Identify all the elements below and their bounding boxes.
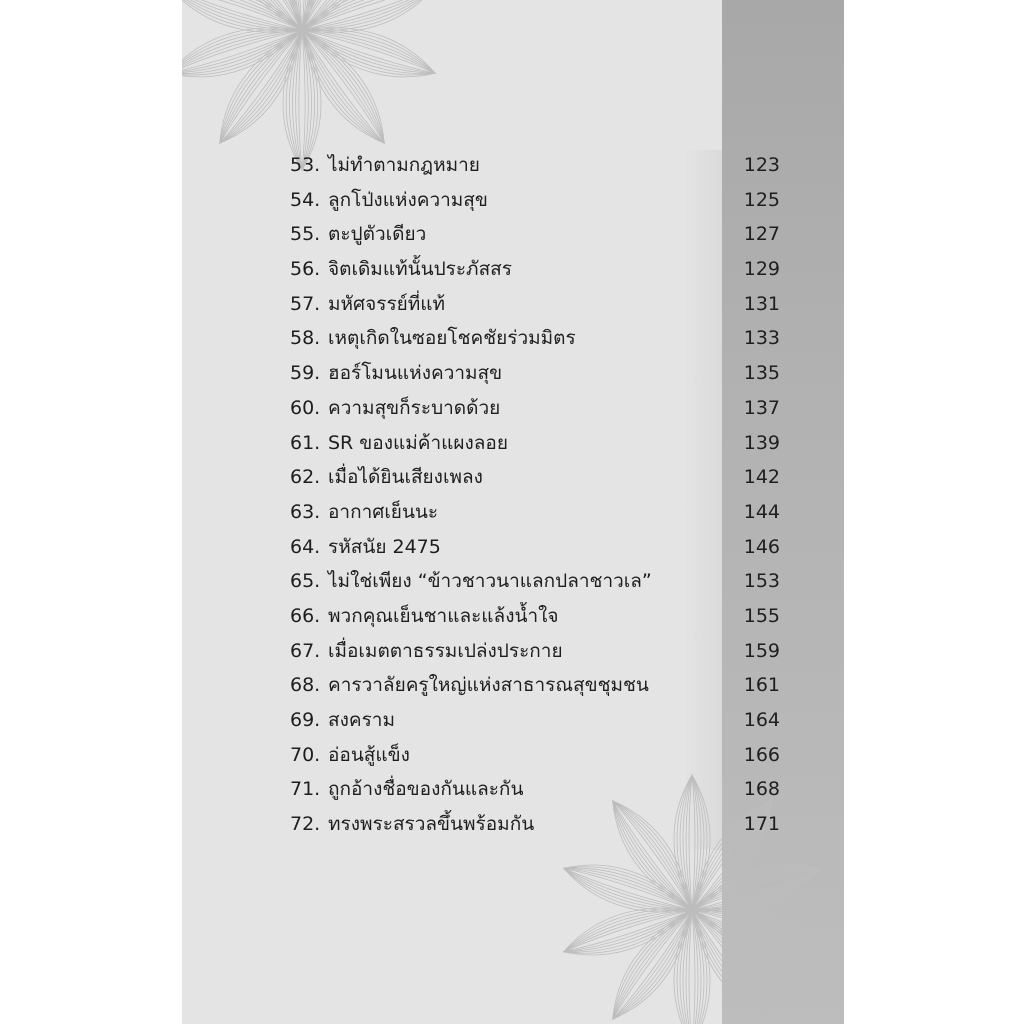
toc-entry-title: ลูกโป่งแห่งความสุข	[328, 188, 488, 211]
toc-entry-number: 69.	[290, 709, 321, 731]
toc-entry-number: 55.	[290, 223, 321, 246]
toc-entry-number: 66.	[290, 604, 321, 627]
toc-entry	[290, 532, 780, 567]
toc-entry	[290, 809, 780, 844]
toc-entry-page-number: 168	[743, 778, 780, 801]
toc-entry-number: 59.	[290, 362, 321, 385]
table-of-contents	[290, 150, 780, 844]
toc-entry-title: เมื่อได้ยินเสียงเพลง	[328, 466, 483, 489]
toc-entry-title: ฮอร์โมนแห่งความสุข	[328, 362, 503, 385]
toc-entry	[290, 670, 780, 705]
toc-entry-title: จิตเดิมแท้นั้นประภัสสร	[328, 258, 512, 281]
toc-entry-title: ไม่ใช่เพียง “ข้าวชาวนาแลกปลาชาวเล”	[328, 570, 652, 593]
toc-entry	[290, 774, 780, 809]
toc-entry-number: 67.	[290, 639, 321, 662]
toc-entry	[290, 358, 780, 393]
toc-entry-title: พวกคุณเย็นชาและแล้งน้ำใจ	[328, 604, 559, 627]
toc-entry-number: 71.	[290, 778, 321, 801]
toc-entry	[290, 428, 780, 463]
toc-entry-page-number: 123	[743, 154, 780, 176]
toc-entry-page-number: 166	[743, 743, 780, 766]
toc-entry-page-number: 142	[743, 466, 780, 489]
petal-line	[299, 30, 305, 170]
toc-entry-title: อากาศเย็นนะ	[328, 500, 439, 523]
toc-entry-title: เมื่อเมตตาธรรมเปล่งประกาย	[328, 639, 563, 662]
petal-line	[217, 28, 304, 145]
toc-entry-number: 57.	[290, 292, 321, 315]
toc-entry-number: 61.	[290, 431, 321, 454]
toc-entry	[290, 462, 780, 497]
toc-entry-page-number: 171	[743, 813, 780, 836]
toc-entry-title: สงคราม	[328, 709, 395, 731]
book-page	[182, 0, 844, 1024]
toc-entry	[290, 323, 780, 358]
petal-line	[298, 0, 439, 42]
toc-entry-title: ตะปูตัวเดียว	[328, 223, 427, 246]
toc-entry	[290, 254, 780, 289]
toc-entry-page-number: 133	[743, 327, 780, 350]
toc-entry-number: 68.	[290, 674, 321, 697]
petal-line	[301, 27, 436, 76]
toc-entry-number: 64.	[290, 535, 321, 558]
toc-entry-page-number: 155	[743, 604, 780, 627]
toc-entry	[290, 289, 780, 324]
toc-entry-title: ทรงพระสรวลขึ้นพร้อมกัน	[328, 813, 535, 836]
petal-line	[182, 24, 304, 79]
toc-entry-number: 56.	[290, 258, 321, 281]
toc-entry	[290, 566, 780, 601]
toc-entry-page-number: 153	[743, 570, 780, 593]
toc-entry-title: รหัสนัย 2475	[328, 535, 441, 558]
petal-line	[299, 28, 386, 145]
petal-line	[686, 910, 698, 1024]
toc-entry-number: 70.	[290, 743, 321, 766]
toc-entry-number: 62.	[290, 466, 321, 489]
toc-entry-number: 65.	[290, 570, 321, 593]
toc-entry-number: 72.	[290, 813, 321, 836]
toc-entry-number: 60.	[290, 396, 321, 419]
toc-entry	[290, 393, 780, 428]
toc-entry-title: ถูกอ้างชื่อของกันและกัน	[328, 778, 524, 801]
toc-entry-page-number: 161	[743, 674, 780, 697]
toc-entry-number: 63.	[290, 500, 321, 523]
toc-entry-title: มหัศจรรย์ที่แท้	[328, 292, 446, 315]
toc-entry-page-number: 135	[743, 362, 780, 385]
toc-entry-page-number: 164	[743, 709, 780, 731]
toc-entry-title: ไม่ทำตามกฎหมาย	[328, 154, 480, 176]
toc-entry-title: คารวาลัยครูใหญ่แห่งสาธารณสุขชุมชน	[328, 674, 649, 697]
toc-entry	[290, 185, 780, 220]
toc-entry-page-number: 127	[743, 223, 780, 246]
toc-entry-page-number: 131	[743, 292, 780, 315]
toc-entry-page-number: 139	[743, 431, 780, 454]
toc-entry	[290, 150, 780, 185]
toc-entry	[290, 219, 780, 254]
toc-entry	[290, 740, 780, 775]
toc-entry-page-number: 159	[743, 639, 780, 662]
toc-entry-title: เหตุเกิดในซอยโชคชัยร่วมมิตร	[328, 327, 576, 350]
toc-entry-number: 58.	[290, 327, 321, 350]
toc-entry	[290, 497, 780, 532]
toc-entry	[290, 601, 780, 636]
toc-entry-page-number: 146	[743, 535, 780, 558]
toc-entry-number: 53.	[290, 154, 321, 176]
toc-entry-page-number: 129	[743, 258, 780, 281]
toc-entry-page-number: 137	[743, 396, 780, 419]
toc-entry-page-number: 125	[743, 188, 780, 211]
toc-entry	[290, 705, 780, 740]
toc-entry-page-number: 144	[743, 500, 780, 523]
toc-entry	[290, 636, 780, 671]
toc-entry-title: อ่อนสู้แข็ง	[328, 743, 410, 766]
toc-entry-number: 54.	[290, 188, 321, 211]
toc-entry-title: ความสุขก็ระบาดด้วย	[328, 396, 501, 419]
toc-entry-title: SR ของแม่ค้าแผงลอย	[328, 431, 508, 454]
